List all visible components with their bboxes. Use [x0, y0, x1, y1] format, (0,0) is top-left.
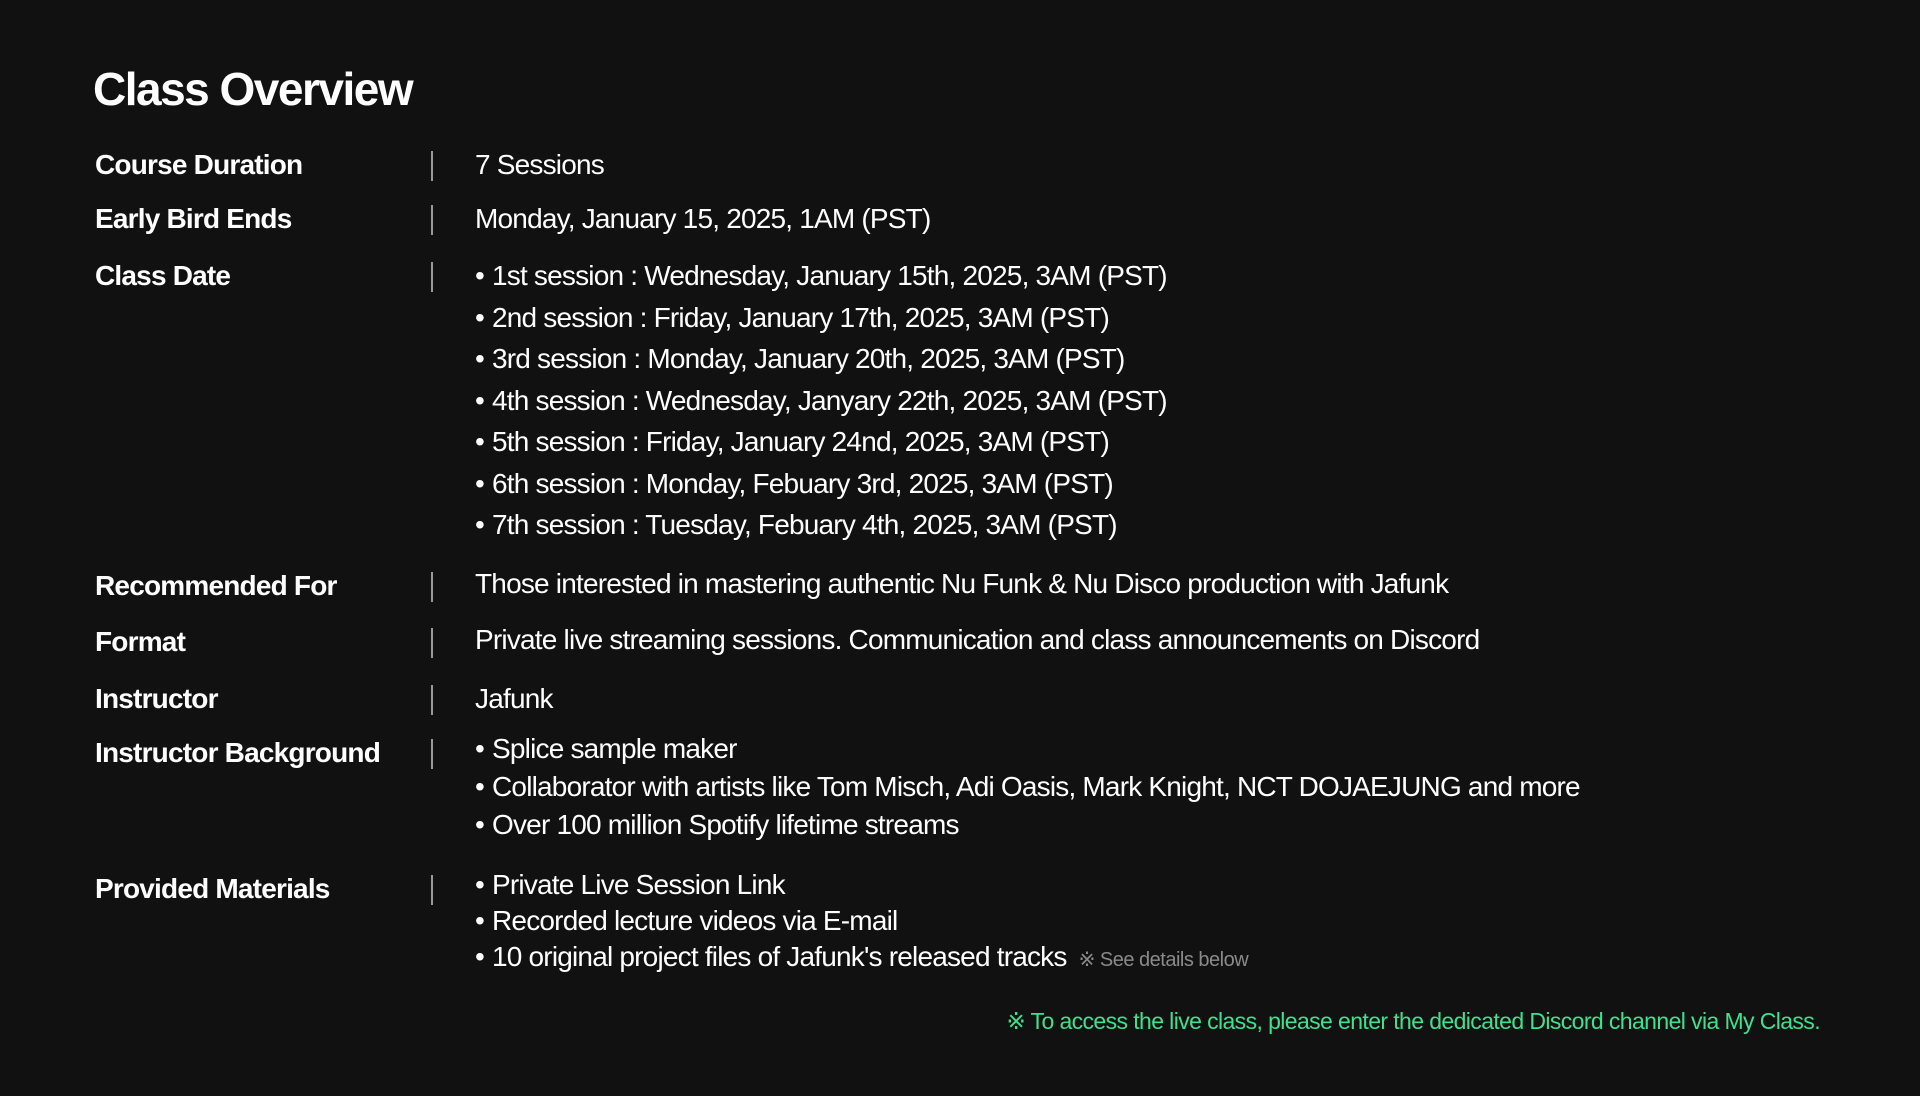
list-item-text: Collaborator with artists like Tom Misch, Adi Oasis, Mark Knight, NCT DOJAEJUNG and more: [492, 771, 1580, 802]
list-item: [475, 300, 1167, 342]
row-label: Instructor Background: [95, 737, 381, 768]
list-item-text: 1st session : Wednesday, January 15th, 2025, 3AM (PST): [492, 260, 1167, 291]
divider: [431, 875, 433, 905]
bullet: •: [475, 509, 485, 540]
list-item: [475, 769, 1580, 807]
bullet: •: [475, 733, 485, 764]
list-item-text: Recorded lecture videos via E-mail: [492, 905, 898, 936]
list-item-text: Private Live Session Link: [492, 869, 785, 900]
list-item: [475, 383, 1167, 425]
list-item-text: 5th session : Friday, January 24nd, 2025, 3AM (PST): [492, 426, 1109, 457]
list-item: [475, 424, 1167, 466]
list-item: [475, 867, 1248, 903]
bullet: •: [475, 869, 485, 900]
divider: [431, 205, 433, 235]
row-label: Early Bird Ends: [95, 203, 292, 234]
bullet: •: [475, 905, 485, 936]
list-item: [475, 939, 1248, 975]
details-note: ※ See details below: [1078, 949, 1249, 971]
bullet: •: [475, 771, 485, 802]
row-value: 7 Sessions: [475, 149, 604, 180]
bullet: •: [475, 343, 485, 374]
row-value: Jafunk: [475, 683, 553, 714]
row-value: Those interested in mastering authentic Nu Funk & Nu Disco production with Jafunk: [475, 568, 1449, 599]
row-label: Recommended For: [95, 570, 337, 601]
list-item: [475, 341, 1167, 383]
bullet: •: [475, 809, 485, 840]
row-label: Format: [95, 626, 186, 657]
materials-list: [475, 867, 1248, 975]
list-item-text: 10 original project files of Jafunk's released tracks: [492, 941, 1067, 972]
list-item: [475, 731, 1580, 769]
list-item-text: 3rd session : Monday, January 20th, 2025, 3AM (PST): [492, 343, 1125, 374]
row-value: Monday, January 15, 2025, 1AM (PST): [475, 203, 931, 234]
list-item: [475, 903, 1248, 939]
bullet: •: [475, 260, 485, 291]
list-item: [475, 507, 1167, 549]
bullet: •: [475, 941, 485, 972]
page-title: Class Overview: [93, 63, 413, 115]
row-label: Class Date: [95, 260, 231, 291]
list-item-text: 2nd session : Friday, January 17th, 2025, 3AM (PST): [492, 301, 1109, 333]
list-item-text: 6th session : Monday, Febuary 3rd, 2025, 3AM (PST): [492, 467, 1113, 499]
discord-access-note: ※ To access the live class, please enter the dedicated Discord channel via My Class.: [1006, 1008, 1820, 1034]
list-item: [475, 807, 1580, 845]
row-label: Instructor: [95, 683, 218, 714]
row-label: Provided Materials: [95, 873, 330, 904]
list-item: [475, 258, 1167, 300]
divider: [431, 262, 433, 292]
divider: [431, 739, 433, 769]
session-list: [475, 258, 1167, 549]
divider: [431, 572, 433, 602]
list-item-text: Over 100 million Spotify lifetime streams: [492, 809, 959, 840]
bullet: •: [475, 426, 485, 457]
background-list: [475, 731, 1580, 845]
row-label: Course Duration: [95, 149, 303, 180]
divider: [431, 685, 433, 715]
bullet: •: [475, 467, 485, 499]
list-item-text: Splice sample maker: [492, 733, 737, 764]
bullet: •: [475, 301, 485, 333]
divider: [431, 151, 433, 181]
divider: [431, 628, 433, 658]
list-item: [475, 466, 1167, 508]
list-item-text: 7th session : Tuesday, Febuary 4th, 2025, 3AM (PST): [492, 509, 1117, 540]
row-value: Private live streaming sessions. Communication and class announcements on Discord: [475, 624, 1480, 655]
bullet: •: [475, 384, 485, 416]
list-item-text: 4th session : Wednesday, Janyary 22th, 2025, 3AM (PST): [492, 384, 1167, 416]
